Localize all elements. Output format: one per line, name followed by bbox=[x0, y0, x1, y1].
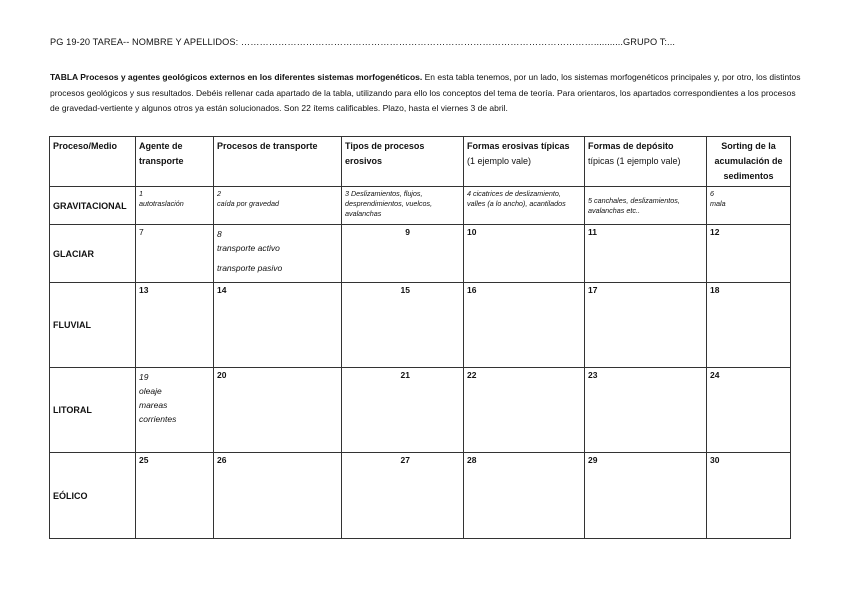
table-row bbox=[50, 225, 791, 283]
cell-22-num: 22 bbox=[467, 370, 477, 380]
cell-29 bbox=[585, 453, 707, 539]
cell-27 bbox=[342, 453, 464, 539]
cell-10-num: 10 bbox=[467, 227, 477, 237]
cell-7 bbox=[136, 225, 214, 283]
cell-24 bbox=[707, 368, 791, 453]
cell-5 bbox=[585, 187, 707, 225]
cell-11 bbox=[585, 225, 707, 283]
cell-26 bbox=[214, 453, 342, 539]
cell-1 bbox=[136, 187, 214, 225]
header-formas-deposito-a: Formas de depósito bbox=[588, 141, 674, 151]
table-row bbox=[50, 283, 791, 368]
intro-paragraph bbox=[50, 70, 802, 117]
cell-25 bbox=[136, 453, 214, 539]
cell-21 bbox=[342, 368, 464, 453]
cell-27-num: 27 bbox=[400, 455, 410, 465]
cell-25-num: 25 bbox=[139, 455, 149, 465]
cell-8-text-a: transporte activo bbox=[217, 243, 280, 253]
row-label-gravitacional: GRAVITACIONAL bbox=[50, 187, 136, 225]
cell-15-num: 15 bbox=[400, 285, 410, 295]
cell-3 bbox=[342, 187, 464, 225]
page-header: PG 19-20 TAREA-- NOMBRE Y APELLIDOS: ……………………………………………………………………………………………………...........GRUPO T:... bbox=[50, 37, 676, 47]
cell-22 bbox=[464, 368, 585, 453]
table-header-row bbox=[50, 137, 791, 187]
cell-2 bbox=[214, 187, 342, 225]
cell-7-num: 7 bbox=[139, 227, 144, 237]
cell-30 bbox=[707, 453, 791, 539]
cell-16 bbox=[464, 283, 585, 368]
row-label-eolico: EÓLICO bbox=[50, 453, 136, 539]
cell-2-text: caída por gravedad bbox=[217, 199, 279, 208]
cell-26-num: 26 bbox=[217, 455, 227, 465]
cell-20 bbox=[214, 368, 342, 453]
cell-19 bbox=[136, 368, 214, 453]
intro-title: TABLA Procesos y agentes geológicos externos en los diferentes sistemas morfogenéticos. bbox=[50, 72, 423, 82]
row-label-litoral: LITORAL bbox=[50, 368, 136, 453]
cell-12 bbox=[707, 225, 791, 283]
cell-8 bbox=[214, 225, 342, 283]
cell-13 bbox=[136, 283, 214, 368]
header-formas-erosivas bbox=[464, 137, 585, 187]
cell-19-text-a: oleaje bbox=[139, 386, 162, 396]
cell-9 bbox=[342, 225, 464, 283]
cell-30-num: 30 bbox=[710, 455, 720, 465]
cell-20-num: 20 bbox=[217, 370, 227, 380]
cell-5-text: 5 canchales, deslizamientos, avalanchas etc.. bbox=[588, 195, 680, 215]
header-sorting: Sorting de la acumulación de sedimentos bbox=[707, 137, 791, 187]
cell-6 bbox=[707, 187, 791, 225]
header-proceso-medio: Proceso/Medio bbox=[50, 137, 136, 187]
table-row bbox=[50, 368, 791, 453]
cell-9-num: 9 bbox=[405, 227, 410, 237]
cell-24-num: 24 bbox=[710, 370, 720, 380]
cell-6-num: 6 bbox=[710, 189, 714, 198]
cell-14-num: 14 bbox=[217, 285, 227, 295]
cell-18 bbox=[707, 283, 791, 368]
cell-18-num: 18 bbox=[710, 285, 720, 295]
row-label-fluvial: FLUVIAL bbox=[50, 283, 136, 368]
cell-14 bbox=[214, 283, 342, 368]
header-formas-erosivas-a: Formas erosivas típicas bbox=[467, 141, 570, 151]
cell-21-num: 21 bbox=[400, 370, 410, 380]
table-row bbox=[50, 187, 791, 225]
cell-17 bbox=[585, 283, 707, 368]
cell-28-num: 28 bbox=[467, 455, 477, 465]
header-formas-deposito bbox=[585, 137, 707, 187]
cell-4 bbox=[464, 187, 585, 225]
cell-13-num: 13 bbox=[139, 285, 149, 295]
header-tipos-erosivos: Tipos de procesos erosivos bbox=[342, 137, 464, 187]
cell-12-num: 12 bbox=[710, 227, 720, 237]
processes-table bbox=[49, 136, 791, 539]
intro-text: En esta tabla tenemos, por un lado, los sistemas morfogenéticos principales y, por otro, los distintos procesos geológicos y sus resultados. Debéis rellenar cada apartado de la tabla, utilizando para ello los conceptos del tema de teoría. Para orientaros, los apartados correspondientes a los procesos de gravedad-vertiente y algunos otros ya están solucionados. Son 22 ítems calificables. Plazo, hasta el viernes 3 de abril. bbox=[50, 72, 801, 113]
cell-8-num: 8 bbox=[217, 229, 222, 239]
cell-11-num: 11 bbox=[588, 227, 597, 237]
header-agente: Agente de transporte bbox=[136, 137, 214, 187]
cell-17-num: 17 bbox=[588, 285, 598, 295]
table-row bbox=[50, 453, 791, 539]
cell-16-num: 16 bbox=[467, 285, 477, 295]
header-formas-erosivas-b: (1 ejemplo vale) bbox=[467, 156, 532, 166]
cell-1-num: 1 bbox=[139, 189, 143, 198]
cell-8-text-b: transporte pasivo bbox=[217, 263, 283, 273]
cell-19-num: 19 bbox=[139, 372, 149, 382]
cell-10 bbox=[464, 225, 585, 283]
cell-23 bbox=[585, 368, 707, 453]
header-formas-deposito-b: típicas (1 ejemplo vale) bbox=[588, 156, 681, 166]
cell-2-num: 2 bbox=[217, 189, 221, 198]
row-label-glaciar: GLACIAR bbox=[50, 225, 136, 283]
cell-1-text: autotraslación bbox=[139, 199, 184, 208]
cell-3-text: 3 Deslizamientos, flujos, desprendimientos, vuelcos, avalanchas bbox=[345, 189, 433, 218]
cell-6-text: mala bbox=[710, 199, 726, 208]
header-procesos-transporte: Procesos de transporte bbox=[214, 137, 342, 187]
cell-28 bbox=[464, 453, 585, 539]
cell-19-text-b: mareas bbox=[139, 400, 168, 410]
cell-4-text: 4 cicatrices de deslizamiento, valles (a lo ancho), acantilados bbox=[467, 189, 566, 208]
cell-15 bbox=[342, 283, 464, 368]
cell-29-num: 29 bbox=[588, 455, 598, 465]
cell-19-text-c: corrientes bbox=[139, 414, 177, 424]
cell-23-num: 23 bbox=[588, 370, 598, 380]
